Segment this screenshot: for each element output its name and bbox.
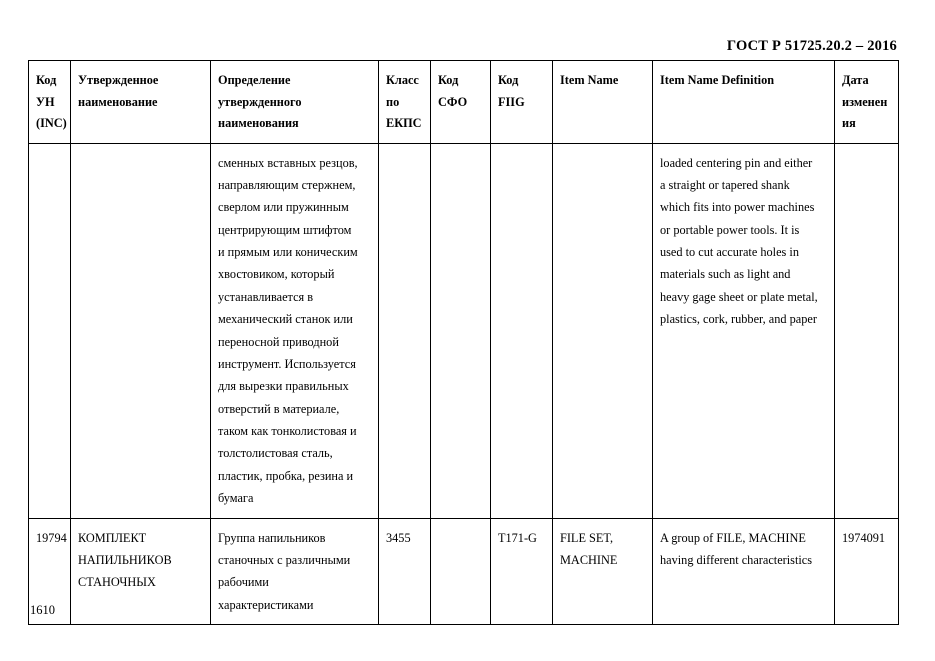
cell-change-date [835, 518, 899, 625]
cell-item-name-definition [653, 143, 835, 518]
cell-line: MACHINE [560, 552, 618, 567]
table-header [29, 61, 899, 144]
column-header-line: Item Name Definition [660, 73, 775, 87]
cell-line: бумага [218, 491, 254, 506]
cell-line: таком как тонколистовая и [218, 424, 357, 439]
cell-line: which fits into power machines [660, 200, 815, 215]
cell-line: НАПИЛЬНИКОВ [78, 552, 172, 567]
specification-table [28, 60, 899, 625]
column-header-class-ekps [379, 61, 431, 144]
column-header-item-name-definition [653, 61, 835, 144]
cell-line: a straight or tapered shank [660, 177, 790, 192]
column-header-line: ЕКПС [386, 116, 422, 131]
cell-definition [211, 143, 379, 518]
cell-line: 1974091 [842, 530, 886, 545]
cell-line: станочных с различными [218, 552, 351, 567]
column-header-line: по [386, 94, 400, 109]
page-number: 1610 [30, 603, 55, 617]
column-header-line: утвержденного [218, 94, 302, 109]
document-header-title: ГОСТ Р 51725.20.2 – 2016 [726, 38, 897, 54]
cell-line: толстолистовая сталь, [218, 446, 333, 461]
column-header-code-fiig [491, 61, 553, 144]
column-header-definition [211, 61, 379, 144]
column-header-line: наименование [78, 94, 158, 109]
cell-line: КОМПЛЕКТ [78, 530, 147, 545]
cell-change-date [835, 143, 899, 518]
column-header-change-date [835, 61, 899, 144]
cell-line: центрирующим штифтом [218, 222, 352, 237]
cell-line: 19794 [36, 530, 67, 545]
cell-line: Группа напильников [218, 530, 326, 545]
cell-approved-name [71, 143, 211, 518]
cell-approved-name [71, 518, 211, 625]
column-header-line: Дата [842, 73, 869, 87]
column-header-line: СФО [438, 94, 468, 109]
cell-code-sfo [431, 143, 491, 518]
cell-line: пластик, пробка, резина и [218, 468, 354, 483]
cell-line: переносной приводной [218, 334, 339, 349]
column-header-line: наименования [218, 116, 299, 131]
cell-class-ekps [379, 518, 431, 625]
table-row [29, 518, 899, 625]
column-header-line: ия [842, 116, 856, 131]
column-header-line: Код [36, 73, 57, 87]
column-header-line: Item Name [560, 73, 619, 87]
cell-definition [211, 518, 379, 625]
cell-line: и прямым или коническим [218, 245, 358, 260]
cell-line: отверстий в материале, [218, 401, 340, 416]
cell-line: сменных вставных резцов, [218, 155, 358, 170]
column-header-line: Код [438, 73, 459, 87]
cell-item-name [553, 143, 653, 518]
cell-line: materials such as light and [660, 267, 791, 282]
cell-line: сверлом или пружинным [218, 200, 349, 215]
column-header-line: Класс [386, 73, 419, 87]
cell-item-name-definition [653, 518, 835, 625]
cell-line: направляющим стержнем, [218, 177, 356, 192]
table-header-row [29, 61, 899, 144]
column-header-code-sfo [431, 61, 491, 144]
cell-line: T171-G [498, 530, 537, 545]
cell-line: характеристиками [218, 597, 314, 612]
cell-code-fiig [491, 143, 553, 518]
column-header-line: УН [36, 94, 55, 109]
table-body [29, 143, 899, 625]
cell-line: для вырезки правильных [218, 379, 349, 394]
table-row [29, 143, 899, 518]
cell-line: 3455 [386, 530, 411, 545]
cell-line: FILE SET, [560, 530, 614, 545]
cell-line: plastics, cork, rubber, and paper [660, 312, 817, 327]
cell-code-fiig [491, 518, 553, 625]
column-header-code-un-inc [29, 61, 71, 144]
cell-line: устанавливается в [218, 289, 314, 304]
cell-line: or portable power tools. It is [660, 222, 800, 237]
column-header-line: (INC) [36, 116, 67, 131]
cell-line: СТАНОЧНЫХ [78, 575, 156, 590]
cell-line: хвостовиком, который [218, 267, 335, 282]
column-header-line: FIIG [498, 94, 525, 109]
column-header-line: Определение [218, 73, 291, 87]
cell-line: A group of FILE, MACHINE [660, 530, 806, 545]
column-header-line: Утвержденное [78, 73, 159, 87]
column-header-line: Код [498, 73, 519, 87]
cell-class-ekps [379, 143, 431, 518]
cell-item-name [553, 518, 653, 625]
cell-line: рабочими [218, 575, 269, 590]
cell-line: used to cut accurate holes in [660, 245, 799, 260]
cell-code-un-inc [29, 143, 71, 518]
cell-line: loaded centering pin and either [660, 155, 813, 170]
cell-code-sfo [431, 518, 491, 625]
cell-line: heavy gage sheet or plate metal, [660, 289, 818, 304]
cell-line: having different characteristics [660, 552, 813, 567]
column-header-line: изменен [842, 94, 888, 109]
column-header-approved-name [71, 61, 211, 144]
cell-line: механический станок или [218, 312, 353, 327]
cell-line: инструмент. Используется [218, 356, 356, 371]
column-header-item-name [553, 61, 653, 144]
